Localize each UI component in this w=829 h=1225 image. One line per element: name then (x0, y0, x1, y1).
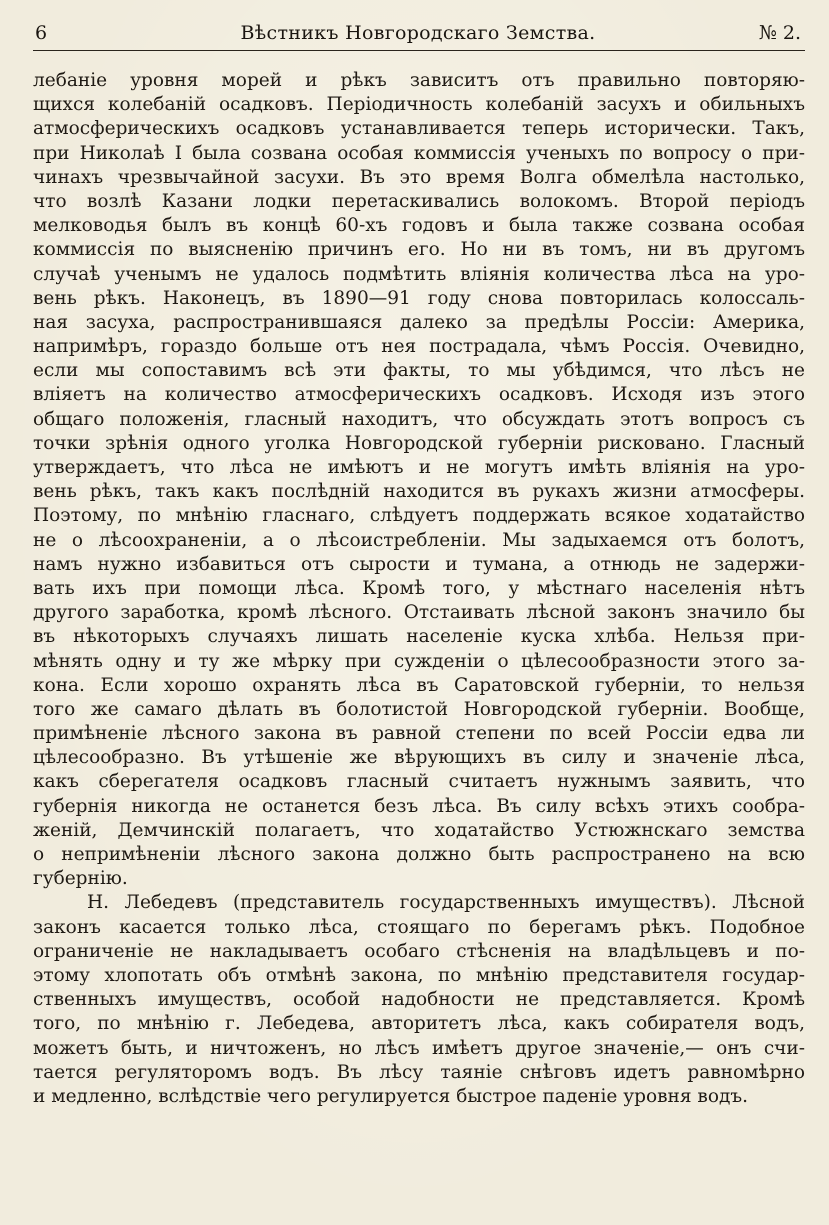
article-body (33, 69, 805, 1109)
text-line: кона. Если хорошо охранять лѣса въ Саратовской губерніи, то нельзя (33, 674, 805, 696)
running-header (33, 22, 803, 50)
journal-title: Вѣстникъ Новгородскаго Земства. (240, 22, 596, 44)
text-line: вать ихъ при помощи лѣса. Кромѣ того, у мѣстнаго населенія нѣтъ (33, 577, 805, 599)
text-line: не о лѣсоохраненіи, а о лѣсоистребленіи. Мы задыхаемся отъ болотъ, (33, 529, 805, 551)
text-line: и медленно, вслѣдствіе чего регулируется быстрое паденіе уровня водъ. (33, 1085, 748, 1107)
issue-number: № 2. (758, 22, 801, 44)
text-line: намъ нужно избавиться отъ сырости и тумана, а отнюдь не задержи- (33, 553, 805, 575)
text-line: ограниченіе не накладываетъ особаго стѣсненія на владѣльцевъ и по- (33, 940, 805, 962)
paragraph (33, 891, 805, 1109)
text-line: случаѣ ученымъ не удалось подмѣтить вліянія количества лѣса на уро- (33, 263, 805, 285)
text-line: мѣнять одну и ту же мѣрку при сужденіи о цѣлесообразности этого за- (33, 650, 805, 672)
text-line: если мы сопоставимъ всѣ эти факты, то мы убѣдимся, что лѣсъ не (33, 360, 805, 382)
text-line: въ нѣкоторыхъ случаяхъ лишать населеніе куска хлѣба. Нельзя при- (33, 626, 805, 648)
text-line: Н. Лебедевъ (представитель государственныхъ имуществъ). Лѣсной (87, 892, 805, 914)
text-line: при Николаѣ I была созвана особая коммиссія ученыхъ по вопросу о при- (33, 142, 805, 164)
text-line: какъ сберегателя осадковъ гласный считаетъ нужнымъ заявить, что (33, 771, 805, 793)
text-line: лебаніе уровня морей и рѣкъ зависитъ отъ правильно повторяю- (33, 70, 805, 91)
header-rule (33, 50, 805, 51)
text-line: Поэтому, по мнѣнію гласнаго, слѣдуетъ поддержать всякое ходатайство (33, 505, 805, 527)
text-line: ственныхъ имуществъ, особой надобности не представляется. Кромѣ (33, 989, 805, 1011)
text-line: утверждаетъ, что лѣса не имѣютъ и не могутъ имѣть вліянія на уро- (33, 457, 805, 478)
text-line: щихся колебаній осадковъ. Періодичность колебаній засухъ и обильныхъ (33, 94, 805, 116)
text-line: того же самаго дѣлать въ болотистой Новгородской губерніи. Вообще, (33, 698, 805, 720)
text-line: коммиссія по выясненію причинъ его. Но ни въ томъ, ни въ другомъ (33, 239, 805, 261)
text-line: другого заработка, кромѣ лѣсного. Отстаивать лѣсной законъ значило бы (33, 602, 805, 624)
text-line: общаго положенія, гласный находитъ, что обсуждать этотъ вопросъ съ (33, 408, 805, 430)
text-line: женій, Демчинскій полагаетъ, что ходатайство Устюжнскаго земства (33, 819, 805, 841)
text-line: губернія никогда не останется безъ лѣса. Въ силу всѣхъ этихъ сообра- (33, 795, 805, 817)
text-line: того, по мнѣнію г. Лебедева, авторитетъ лѣса, какъ собирателя водъ, (33, 1013, 805, 1035)
text-line: тается регуляторомъ водъ. Въ лѣсу таяніе снѣговъ идетъ равномѣрно (33, 1061, 805, 1083)
text-line: вень рѣкъ, такъ какъ послѣдній находится въ рукахъ жизни атмосферы. (33, 481, 805, 503)
text-line: можетъ быть, и ничтоженъ, но лѣсъ имѣетъ другое значеніе,— онъ счи- (33, 1037, 805, 1059)
text-line: вень рѣкъ. Наконецъ, въ 1890—91 году снова повторилась колоссаль- (33, 287, 805, 309)
text-line: чинахъ чрезвычайной засухи. Въ это время Волга обмелѣла настолько, (33, 166, 805, 188)
page-number: 6 (35, 22, 48, 44)
text-line: атмосферическихъ осадковъ устанавливается теперь исторически. Такъ, (33, 118, 805, 140)
text-line: законъ касается только лѣса, стоящаго по берегамъ рѣкъ. Подобное (33, 916, 805, 938)
text-line: примѣненіе лѣсного закона въ равной степени по всей Россіи едва ли (33, 723, 805, 745)
text-line: губернію. (33, 868, 128, 890)
text-line: цѣлесообразно. Въ утѣшеніе же вѣрующихъ въ силу и значеніе лѣса, (33, 747, 805, 769)
text-line: что возлѣ Казани лодки перетаскивались волокомъ. Второй періодъ (33, 190, 805, 212)
text-line: ная засуха, распространившаяся далеко за предѣлы Россіи: Америка, (33, 311, 805, 333)
text-line: вліяетъ на количество атмосферическихъ осадковъ. Исходя изъ этого (33, 384, 805, 406)
paragraph (33, 69, 805, 891)
text-line: мелководья былъ въ концѣ 60-хъ годовъ и была также созвана особая (33, 215, 805, 237)
text-line: о непримѣненіи лѣсного закона должно быть распространено на всю (33, 844, 805, 865)
text-line: этому хлопотать объ отмѣнѣ закона, по мнѣнію представителя государ- (33, 964, 805, 986)
text-line: точки зрѣнія одного уголка Новгородской губерніи рисковано. Гласный (33, 432, 805, 454)
text-line: напримѣръ, гораздо больше отъ нея пострадала, чѣмъ Россія. Очевидно, (33, 336, 805, 358)
